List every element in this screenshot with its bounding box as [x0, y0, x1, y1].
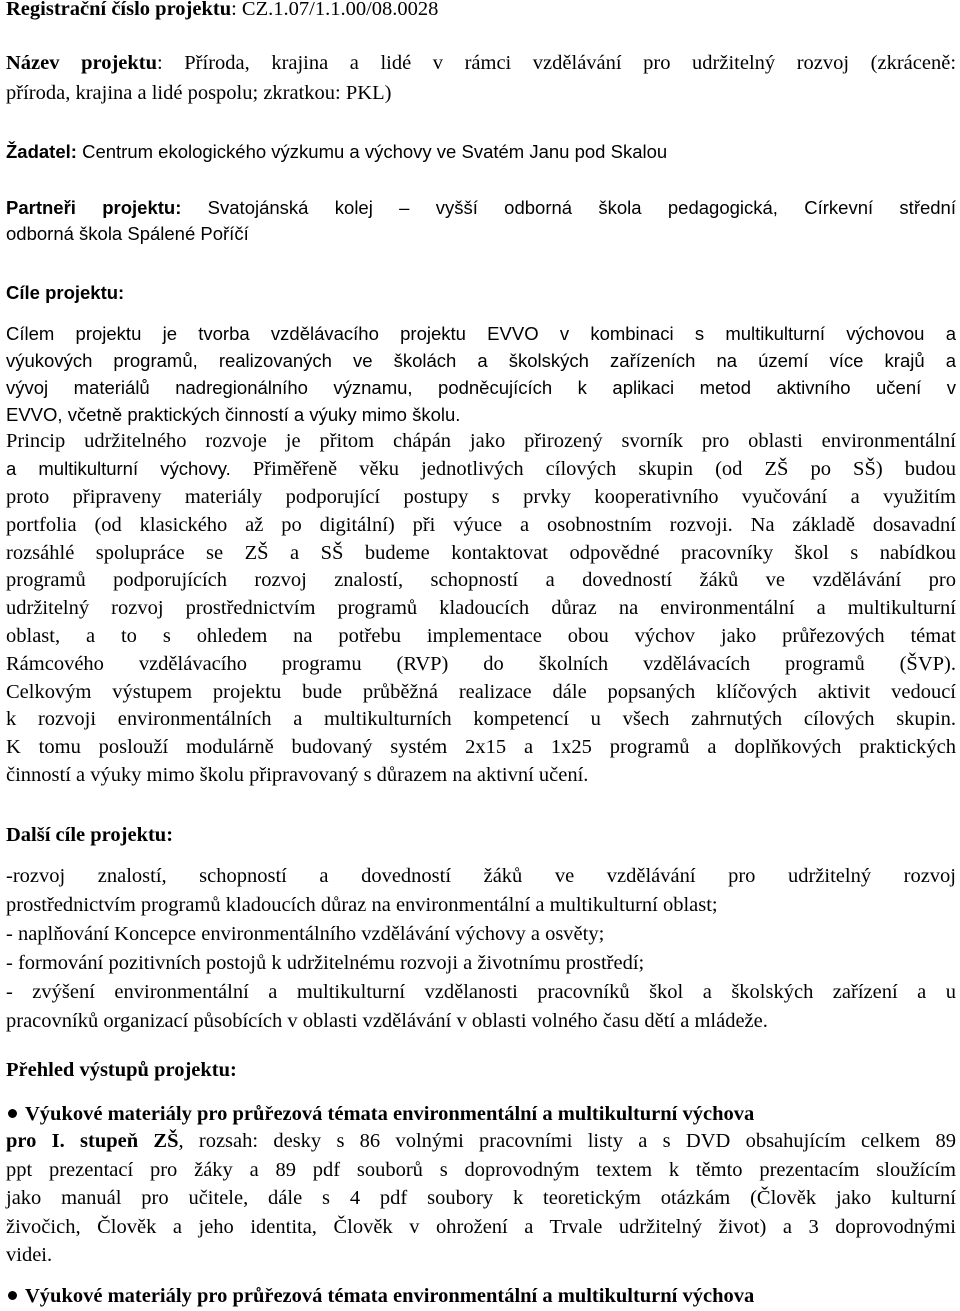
registration-value: : CZ.1.07/1.1.00/08.0028 [231, 0, 439, 20]
output-1-line: jako manuál pro učitele, dále s 4 pdf soubory k teoretickým otázkám (Člověk jako kulturní [6, 1187, 956, 1209]
goals-text-line: Cílem projektu je tvorba vzdělávacího projektu EVVO v kombinaci s multikulturní výchovou a [6, 323, 956, 344]
goals-text-line: oblast, a to s ohledem na potřebu implementace obou výchov jako průřezových témat [6, 625, 956, 647]
output-1-line: živočich, Člověk a jeho identita, Člověk v ohrožení a Trvale udržitelný život) a 3 doprovodnými [6, 1215, 956, 1238]
goals-text-line: vývoj materiálů nadregionálního významu, podněcujících k aplikaci metod aktivního učení v [6, 377, 956, 398]
goals-serif-line-1: Princip udržitelného rozvoje je přitom chápán jako přirozený svorník pro oblasti environmentální [6, 430, 956, 452]
goals-text-line: k rozvoji environmentálních a multikulturních kompetencí u všech zahrnutých cílových skupin. [6, 708, 956, 731]
goals-mixed-serif: Přiměřeně věku jednotlivých cílových skupin (od ZŠ po SŠ) budou [230, 458, 957, 480]
output-1-title [6, 1101, 956, 1127]
output-1-title-text: Výukové materiály pro průřezová témata environmentální a multikulturní výchova [25, 1103, 755, 1125]
further-goals-line: prostřednictvím programů kladoucích důraz na environmentální a multikulturní oblast; [6, 894, 718, 916]
goals-text-line: Celkovým výstupem projektu bude průběžná realizace dále popsaných klíčových aktivit vedoucí [6, 680, 956, 703]
further-goals-heading: Další cíle projektu: [6, 824, 174, 846]
goals-heading: Cíle projektu: [6, 282, 125, 303]
output-1-line-1 [6, 1128, 956, 1154]
bullet-icon [8, 1291, 17, 1300]
goals-text-line: EVVO, včetně praktických činností a výuky mimo školu. [6, 404, 461, 425]
project-name-line-2: příroda, krajina a lidé pospolu; zkratkou: PKL) [6, 82, 392, 104]
bullet-icon [8, 1109, 17, 1118]
goals-text-line: rozsáhlé spolupráce se ZŠ a SŠ budeme kontaktovat odpovědné pracovníky škol s nabídkou [6, 541, 956, 564]
partners-line-2: odborná škola Spálené Poříčí [6, 223, 249, 244]
registration-label: Registrační číslo projektu [6, 0, 232, 20]
further-goals-line: -rozvoj znalostí, schopností a dovedností žáků ve vzdělávání pro udržitelný rozvoj [6, 865, 956, 887]
goals-text-line: portfolia (od klasického až po digitální) při výuce a osobnostním rozvoji. Na základě dosavadní [6, 513, 956, 536]
goals-text-line: činností a výuky mimo školu připravovaný s důrazem na aktivní učení. [6, 764, 589, 786]
goals-text-line: K tomu poslouží modulárně budovaný systém 2x15 a 1x25 programů a doplňkových praktických [6, 736, 956, 759]
project-name-label: Název projektu [6, 52, 158, 74]
partners-text: Svatojánská kolej – vyšší odborná škola pedagogická, Církevní střední [181, 197, 956, 218]
project-name-text: : Příroda, krajina a lidé v rámci vzdělávání pro udržitelný rozvoj (zkráceně: [157, 52, 957, 74]
goals-text-line: proto připraveny materiály podporující postupy s prvky kooperativního vyučování a využitím [6, 486, 956, 508]
goals-text-line: výukových programů, realizovaných ve školách a školských zařízeních na území více krajů a [6, 350, 956, 371]
registration-number [6, 0, 956, 22]
further-goals-line: pracovníků organizací působících v oblasti vzdělávání v oblasti volného času dětí a mládeže. [6, 1010, 768, 1032]
goals-text-line: udržitelný rozvoj prostřednictvím programů kladoucích důraz na environmentální a multikulturní [6, 597, 956, 620]
output-1-line: videi. [6, 1244, 53, 1266]
output-2-title-text: Výukové materiály pro průřezová témata environmentální a multikulturní výchova [25, 1285, 755, 1307]
partners-label: Partneři projektu: [6, 197, 182, 218]
applicant-value: Centrum ekologického výzkumu a výchovy ve Svatém Janu pod Skalou [76, 141, 668, 162]
applicant [6, 139, 956, 165]
output-2-title [6, 1283, 956, 1309]
further-goals-line: - zvýšení environmentální a multikulturní vzdělanosti pracovníků škol a školských zařízení a u [6, 981, 956, 1003]
output-1-level: pro I. stupeň ZŠ [6, 1130, 179, 1152]
project-name-line-1 [6, 50, 956, 76]
applicant-label: Žadatel: [6, 141, 77, 162]
partners-line-1 [6, 195, 956, 221]
goals-mixed-sans: a multikulturní výchovy. [6, 458, 231, 479]
outputs-heading: Přehled výstupů projektu: [6, 1059, 237, 1081]
further-goals-line: - naplňování Koncepce environmentálního vzdělávání výchovy a osvěty; [6, 923, 605, 945]
further-goals-line: - formování pozitivních postojů k udržitelnému rozvoji a životnímu prostředí; [6, 952, 645, 974]
goals-text-line: Rámcového vzdělávacího programu (RVP) do školních vzdělávacích programů (ŠVP). [6, 652, 956, 675]
output-1-line: ppt prezentací pro žáky a 89 pdf souborů s doprovodným textem k těmto prezentacím sloužícím [6, 1158, 956, 1181]
goals-text-line: programů podporujících rozvoj znalostí, schopností a dovedností žáků ve vzdělávání pro [6, 569, 956, 592]
goals-mixed-line-2 [6, 456, 956, 482]
output-1-text: , rozsah: desky s 86 volnými pracovními listy a s DVD obsahujícím celkem 89 [178, 1130, 957, 1152]
